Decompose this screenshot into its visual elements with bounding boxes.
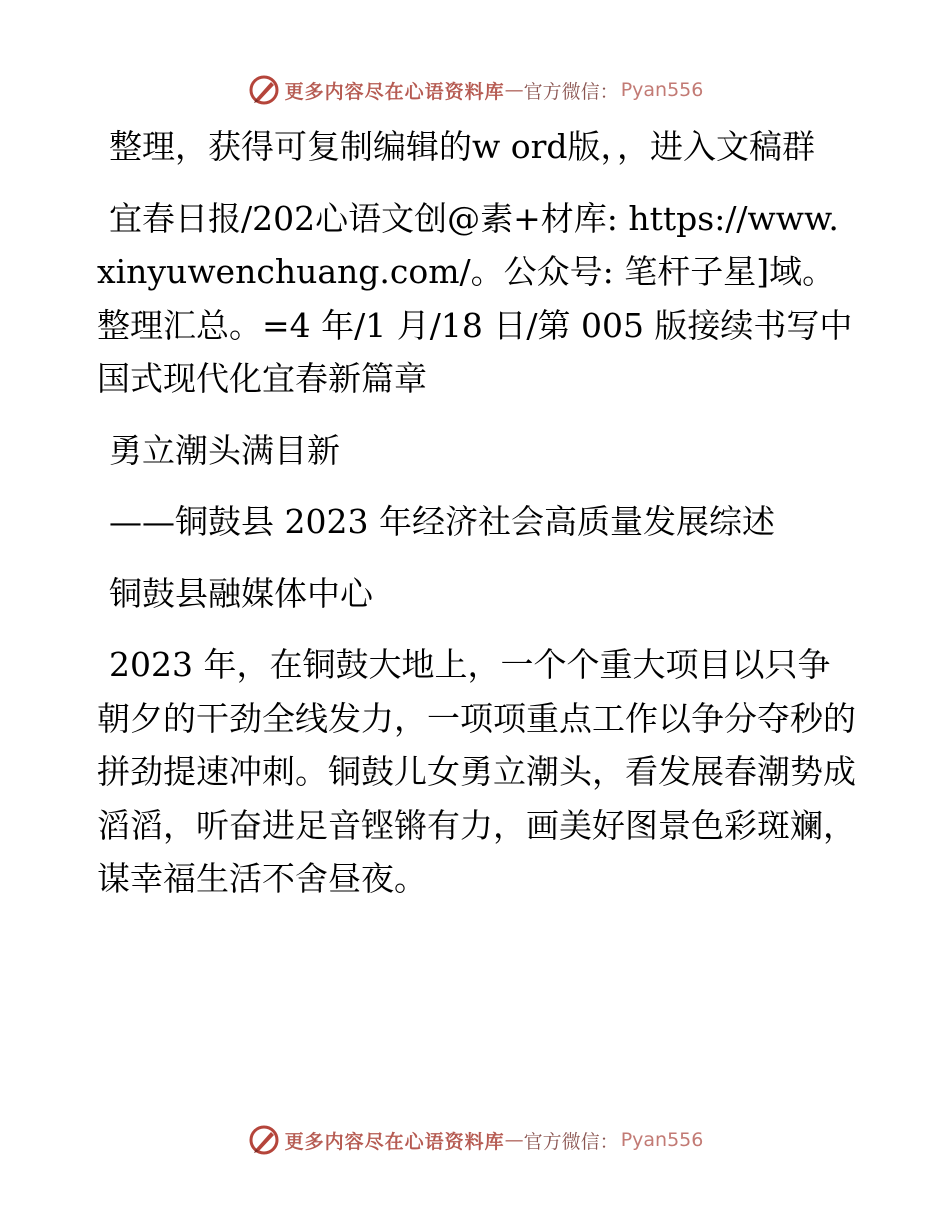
watermark-text: 更多内容尽在心语资料库 [284, 80, 505, 103]
pen-logo-icon [247, 1123, 281, 1157]
watermark-dash: — [504, 1129, 524, 1151]
watermark-wechat-id: Pyan556 [620, 79, 704, 101]
paragraph-body: 2023 年，在铜鼓大地上，一个个重大项目以只争朝夕的干劲全线发力，一项项重点工作以争分夺秒的拼劲提速冲刺。铜鼓儿女勇立潮头，看发展春潮势成滔滔，听奋进足音铿锵有力，画美好图景色彩斑斓，谋幸福生活不舍昼夜。 [97, 645, 856, 898]
pen-logo-icon [247, 73, 281, 107]
article-title: 勇立潮头满目新 [109, 430, 340, 470]
document-body [97, 120, 857, 924]
watermark-dash: — [504, 79, 524, 101]
watermark-wechat-label: 官方微信： [523, 1130, 619, 1153]
watermark-wechat-label: 官方微信： [523, 80, 619, 103]
watermark-wechat-id: Pyan556 [620, 1129, 704, 1151]
paragraph-source: 宜春日报/202心语文创@素+材库: https://www.xinyuwenchuang.com/。公众号: 笔杆子星]域。整理汇总。=4 年/1 月/18 日/第 005 版接续书写中国式现代化宜春新篇章 [97, 198, 853, 398]
watermark-text: 更多内容尽在心语资料库 [284, 1130, 505, 1153]
article-author: 铜鼓县融媒体中心 [109, 573, 373, 613]
paragraph-intro: 整理，获得可复制编辑的w ord版，，进入文稿群 [109, 127, 816, 166]
header-watermark [0, 70, 950, 110]
footer-watermark [0, 1120, 950, 1160]
article-subtitle: ——铜鼓县 2023 年经济社会高质量发展综述 [109, 502, 775, 541]
